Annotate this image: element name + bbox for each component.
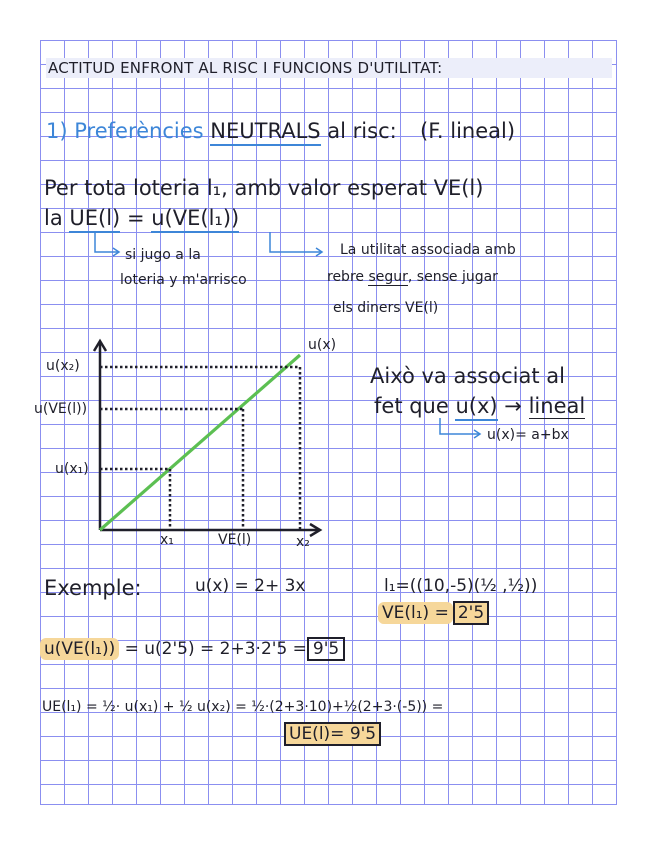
y-label-u-x2: u(x₂): [46, 358, 80, 374]
expected-value-box: 2'5: [453, 601, 489, 625]
x-label-x1: x₁: [160, 532, 174, 548]
equals-sign: =: [126, 206, 145, 230]
right-note-segur: segur: [368, 269, 408, 285]
expected-utility-calc: UE(l₁) = ½· u(x₁) + ½ u(x₂) = ½·(2+3·10)+½(2+3·(-5)) =: [42, 699, 444, 715]
statement-line1: Per tota loteria l₁, amb valor esperat VE(l): [44, 176, 484, 200]
side-note-formula: u(x)= a+bx: [487, 427, 569, 443]
statement-prefix: la: [44, 206, 63, 230]
utility-line: [100, 355, 300, 530]
right-note-line1: La utilitat associada amb: [340, 242, 516, 258]
right-note-line3: els diners VE(l): [333, 300, 439, 316]
right-note-sense-jugar: , sense jugar: [407, 269, 498, 285]
example-lottery: l₁=((10,-5)(½ ,½)): [384, 576, 538, 596]
section-prefix: Preferències: [74, 119, 204, 143]
right-note-rebre: rebre: [327, 269, 365, 285]
utility-of-expected-value: u(VE(l₁)): [151, 206, 239, 233]
section-suffix: al risc:: [327, 119, 397, 143]
expected-utility-box: UE(l)= 9'5: [284, 722, 381, 746]
section-keyword: NEUTRALS: [210, 119, 320, 146]
side-note-fet-que: fet que: [374, 394, 449, 418]
left-note-line2: loteria y m'arrisco: [120, 272, 247, 288]
curve-label: u(x): [308, 337, 337, 353]
left-note-line1: si jugo a la: [125, 247, 201, 263]
utility-ve-prefix: u(VE(l₁)): [40, 638, 119, 660]
side-note-function: u(x): [455, 394, 497, 421]
right-arrow-connector: [270, 232, 322, 252]
page-title: ACTITUD ENFRONT AL RISC I FUNCIONS D'UTILITAT:: [48, 59, 443, 77]
side-note-arrow-connector: [440, 418, 480, 434]
utility-ve-result: 9'5: [307, 637, 345, 661]
side-note-line1: Això va associat al: [370, 364, 565, 388]
x-label-x2: x₂: [296, 534, 310, 550]
side-note-lineal: lineal: [528, 394, 586, 418]
x-label-ve: VE(l): [218, 532, 252, 548]
y-label-u-x1: u(x₁): [55, 461, 89, 477]
y-label-u-ve: u(VE(l)): [34, 401, 88, 417]
example-label: Exemple:: [44, 576, 142, 600]
section-note: (F. lineal): [420, 119, 516, 143]
expected-value-prefix: VE(l₁) =: [378, 602, 453, 624]
section-number: 1): [46, 119, 68, 143]
side-note-arrow: →: [504, 394, 522, 418]
utility-ve-calc: = u(2'5) = 2+3·2'5 =: [124, 639, 307, 659]
expected-utility-lhs: UE(l): [69, 206, 120, 233]
example-function: u(x) = 2+ 3x: [195, 576, 306, 596]
